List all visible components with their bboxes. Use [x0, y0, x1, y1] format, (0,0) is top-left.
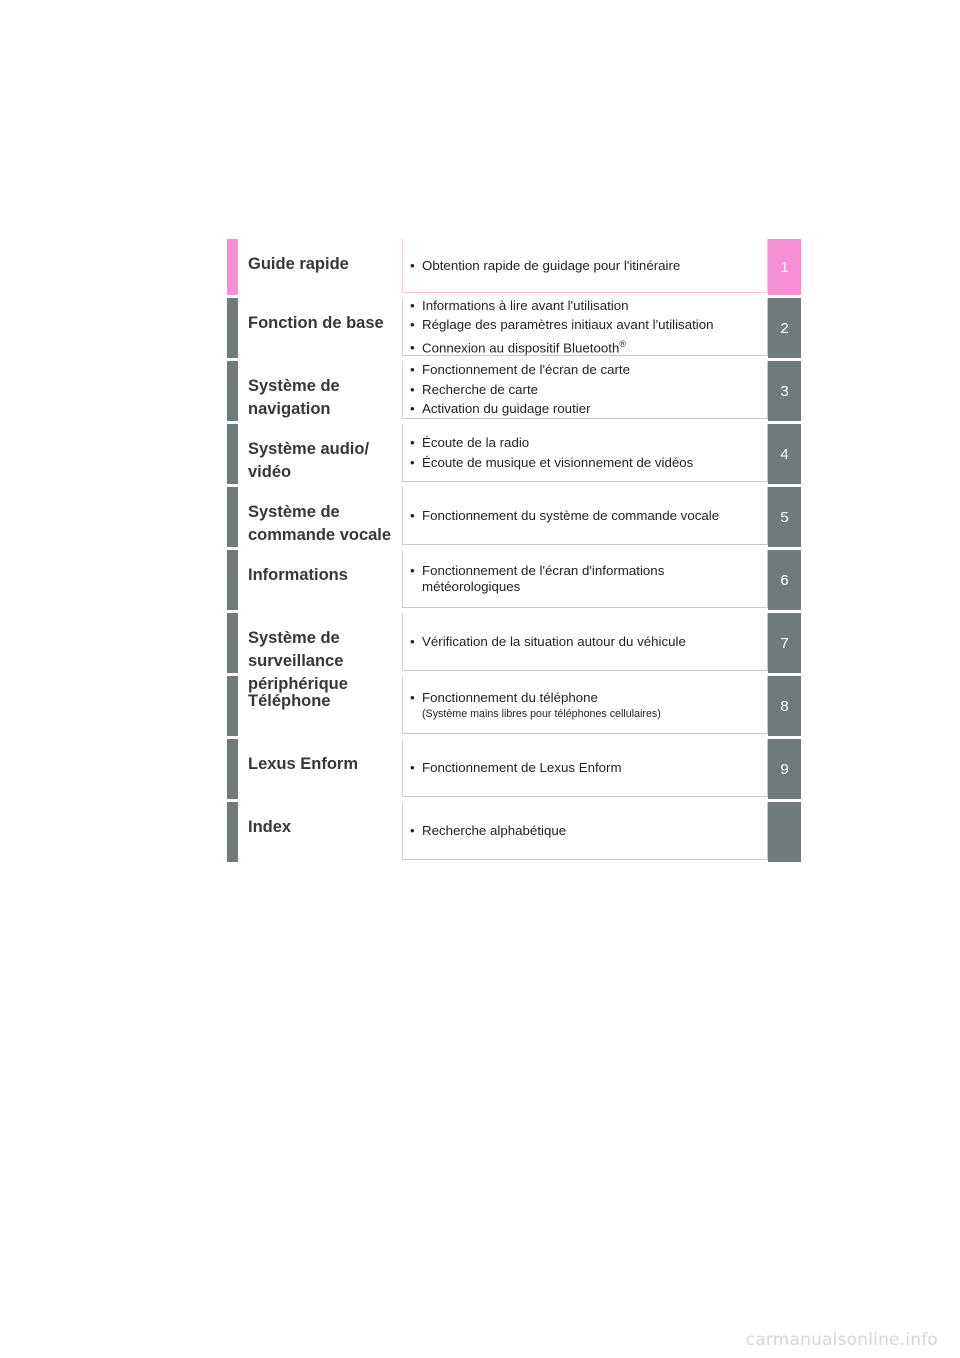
- bullet-icon: •: [410, 381, 415, 397]
- content-item-text: Connexion au dispositif Bluetooth: [422, 339, 620, 355]
- section-title[interactable]: Informations: [248, 566, 348, 584]
- section-title[interactable]: Fonction de base: [248, 314, 384, 332]
- section-title[interactable]: Guide rapide: [248, 255, 349, 273]
- content-item-text: Réglage des paramètres initiaux avant l'utilisation: [422, 317, 714, 333]
- bullet-icon: •: [410, 362, 415, 378]
- content-item-text: Fonctionnement de Lexus Enform: [422, 759, 622, 775]
- content-item[interactable]: [410, 632, 767, 652]
- chapter-tab[interactable]: 6: [768, 550, 801, 610]
- chapter-tab[interactable]: 4: [768, 424, 801, 484]
- toc-row[interactable]: [227, 550, 801, 610]
- toc-row[interactable]: [227, 739, 801, 799]
- chapter-tab[interactable]: [768, 802, 801, 862]
- section-contents: [402, 550, 768, 608]
- section-color-bar: [227, 361, 238, 421]
- section-contents: [402, 487, 768, 545]
- content-item-text: Écoute de musique et visionnement de vidéos: [422, 454, 694, 470]
- toc-row[interactable]: [227, 676, 801, 736]
- bullet-icon: •: [410, 563, 415, 578]
- section-contents: [402, 802, 768, 860]
- section-contents: [402, 361, 768, 419]
- section-contents: [402, 239, 768, 293]
- bullet-icon: •: [410, 435, 415, 450]
- chapter-tab[interactable]: 1: [768, 239, 801, 295]
- content-item[interactable]: [410, 433, 767, 453]
- content-item[interactable]: [410, 256, 767, 276]
- toc-row[interactable]: [227, 298, 801, 358]
- content-item-text: Vérification de la situation autour du véhicule: [422, 633, 686, 649]
- content-item[interactable]: [410, 315, 767, 335]
- bullet-icon: •: [410, 507, 415, 523]
- content-item-text: Fonctionnement du système de commande vocale: [422, 507, 720, 523]
- table-of-contents: [227, 239, 801, 862]
- section-title[interactable]: Téléphone: [248, 692, 331, 710]
- content-item[interactable]: [410, 758, 767, 778]
- chapter-tab[interactable]: 3: [768, 361, 801, 421]
- content-item[interactable]: [410, 335, 767, 358]
- content-item[interactable]: [410, 360, 767, 380]
- section-contents: [402, 424, 768, 482]
- content-item-continuation: météorologiques: [422, 578, 521, 594]
- toc-row[interactable]: [227, 239, 801, 295]
- section-title[interactable]: Système audio/ vidéo: [248, 440, 370, 481]
- bullet-icon: •: [410, 822, 415, 838]
- toc-row[interactable]: [227, 424, 801, 484]
- content-item-text: Écoute de la radio: [422, 435, 530, 450]
- content-item[interactable]: [410, 506, 767, 526]
- section-contents: [402, 298, 768, 356]
- content-item-text: Informations à lire avant l'utilisation: [422, 297, 629, 313]
- section-color-bar: [227, 676, 238, 736]
- content-item-text: Fonctionnement du téléphone: [422, 689, 598, 705]
- section-color-bar: [227, 613, 238, 673]
- section-title[interactable]: Index: [248, 818, 292, 836]
- bullet-icon: •: [410, 339, 415, 355]
- chapter-tab[interactable]: 7: [768, 613, 801, 673]
- chapter-tab[interactable]: 8: [768, 676, 801, 736]
- section-title[interactable]: Lexus Enform: [248, 755, 359, 773]
- section-contents: [402, 739, 768, 797]
- content-item-note: (Système mains libres pour téléphones cellulaires): [422, 708, 661, 721]
- section-color-bar: [227, 550, 238, 610]
- content-item[interactable]: [410, 296, 767, 316]
- content-item[interactable]: [410, 821, 767, 841]
- section-color-bar: [227, 298, 238, 358]
- chapter-tab[interactable]: 9: [768, 739, 801, 799]
- bullet-icon: •: [410, 297, 415, 313]
- watermark: carmanualsonline.info: [745, 1330, 938, 1350]
- bullet-icon: •: [410, 633, 415, 649]
- content-item-text: Recherche de carte: [422, 381, 539, 397]
- section-title[interactable]: Système de commande vocale: [248, 503, 392, 544]
- bullet-icon: •: [410, 257, 415, 273]
- content-item[interactable]: [410, 453, 767, 473]
- content-item[interactable]: [410, 399, 767, 419]
- toc-row[interactable]: [227, 613, 801, 693]
- registered-mark: ®: [619, 338, 627, 349]
- toc-row[interactable]: [227, 487, 801, 547]
- content-item-text: Recherche alphabétique: [422, 822, 567, 838]
- section-contents: [402, 676, 768, 734]
- content-item-text: Fonctionnement de l'écran d'informations: [422, 563, 665, 578]
- toc-row[interactable]: [227, 361, 801, 421]
- section-title[interactable]: Système de navigation: [248, 377, 340, 418]
- bullet-icon: •: [410, 401, 415, 417]
- bullet-icon: •: [410, 317, 415, 333]
- toc-row[interactable]: [227, 802, 801, 862]
- section-color-bar: [227, 239, 238, 295]
- chapter-tab[interactable]: 2: [768, 298, 801, 358]
- content-item[interactable]: [410, 380, 767, 400]
- bullet-icon: •: [410, 454, 415, 470]
- section-color-bar: [227, 739, 238, 799]
- section-title[interactable]: Système de surveillance périphérique: [248, 629, 348, 693]
- content-item-text: Activation du guidage routier: [422, 401, 591, 417]
- chapter-tab[interactable]: 5: [768, 487, 801, 547]
- section-color-bar: [227, 424, 238, 484]
- content-item-text: Obtention rapide de guidage pour l'itinéraire: [422, 257, 681, 273]
- bullet-icon: •: [410, 759, 415, 775]
- section-contents: [402, 613, 768, 671]
- content-item-text: Fonctionnement de l'écran de carte: [422, 362, 631, 378]
- section-color-bar: [227, 802, 238, 862]
- bullet-icon: •: [410, 689, 415, 705]
- section-color-bar: [227, 487, 238, 547]
- content-item[interactable]: [410, 688, 767, 708]
